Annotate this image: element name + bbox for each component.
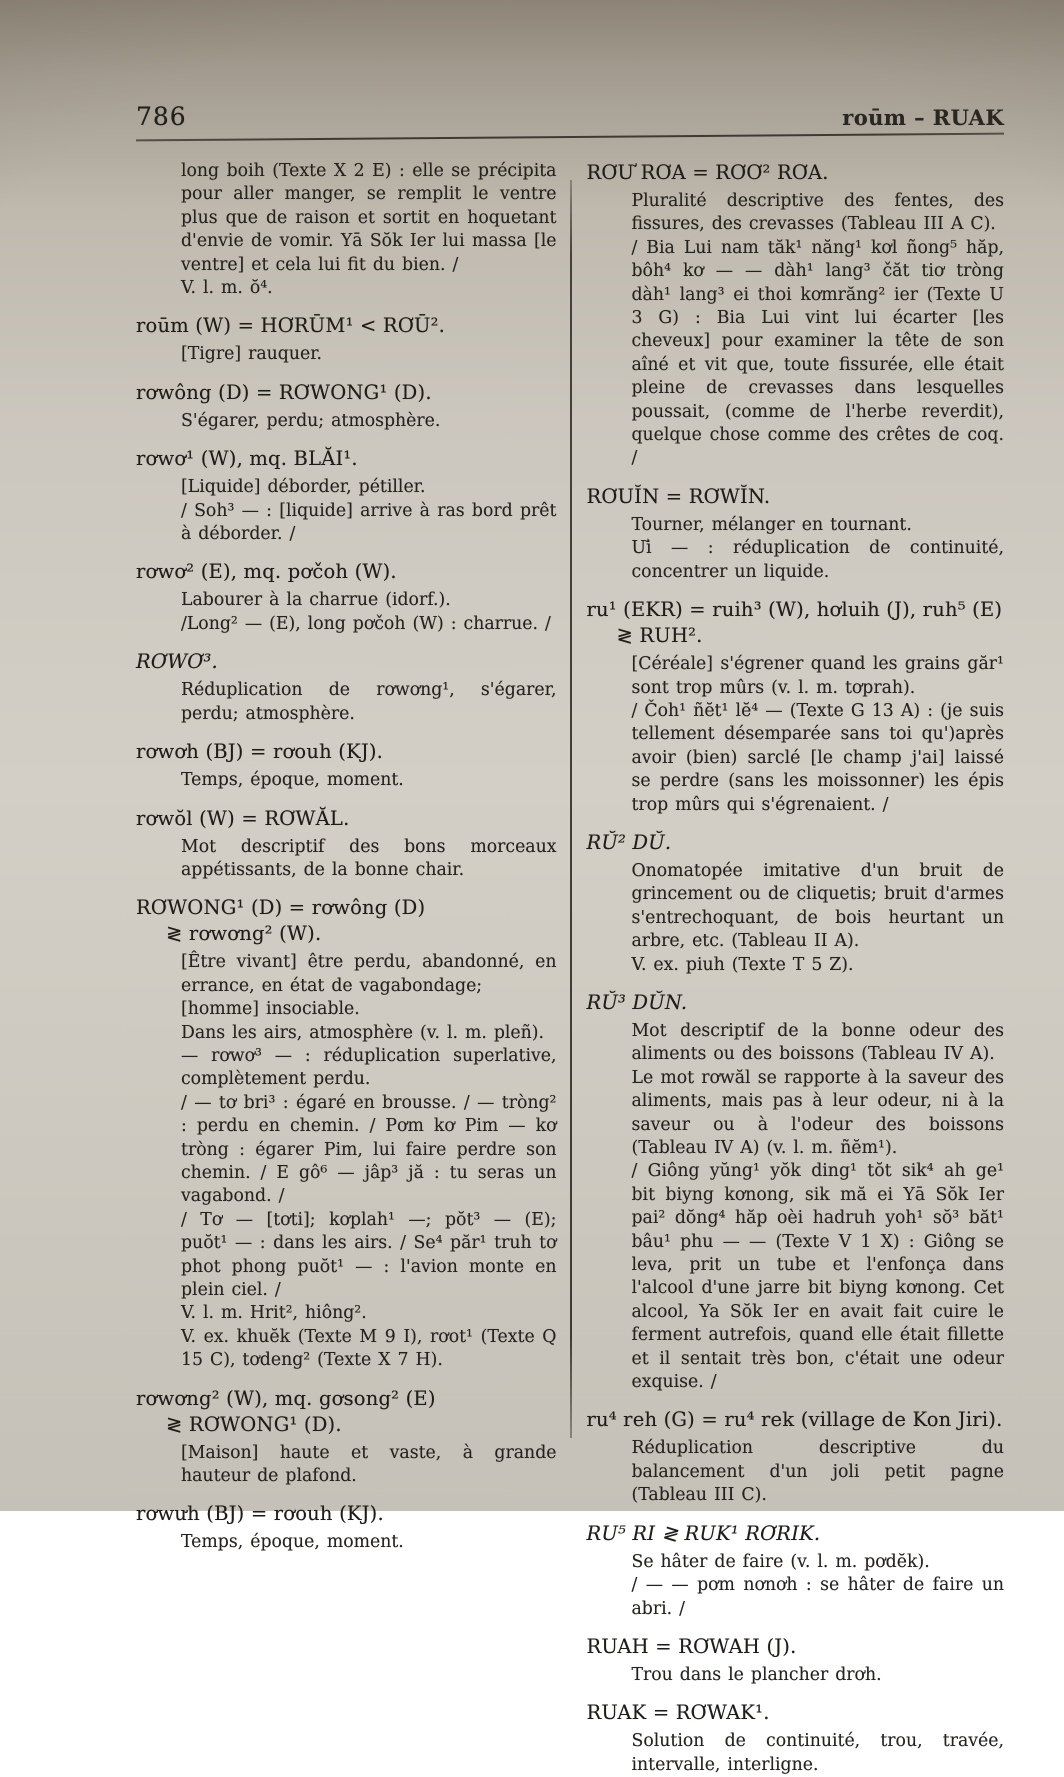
dict-entry — [586, 597, 1004, 817]
entry-paragraph: / Bia Lui nam tăk¹ năng¹ kơl ñong⁵ hăp, bôh⁴ kơ — — dàh¹ lang³ čăt tiơ tròng dàh¹ lang³ ei thoi kơmrăng² ier (Texte U 3 G) : Bia Lui vint lui écarter [les cheveux] pour examiner la tête de son aîné et vit que, toute fissurée, elle était pleine de crevasses dans lesquelles poussait, (comme de l'herbe reverdit), quelque chose comme des crêtes de coq. / — [631, 237, 1004, 469]
dict-entry — [136, 446, 556, 546]
entry-paragraph: / Čoh¹ ñĕt¹ lĕ⁴ — (Texte G 13 A) : (je suis tellement désemparée sans toi qu')après avoir (bien) sarclé [le champ j'ai] laissé se perdre (sans les moissonner) les épis trop mûrs qui s'égrenaient. / — [631, 700, 1004, 815]
entry-paragraph: V. ex. piuh (Texte T 5 Z). — [631, 954, 854, 975]
entry-paragraph: Le mot rơwăl se rapporte à la saveur des aliments, mais pas à leur odeur, ni à la saveur ou à l'odeur des boissons (Tableau IV A) (v. l. m. ñĕm¹). — [631, 1067, 1004, 1158]
dict-entry — [136, 739, 556, 792]
entry-paragraph: / Giông yŭng¹ yŏk ding¹ tŏt sik⁴ ah ge¹ bit biyng kơnong, sik mă ei Yā Sŏk Ier pai² dŏng⁴ hăp oèi hadruh yoh¹ sŏ³ băt¹ bâu¹ phu — — (Texte V 1 X) : Giông se leva, prit un tube et l'enfonça dans l'alcool d'une jarre bit biyng kơnong. Cet alcool, Ya Sŏk Ier en avait fait cuire le ferment autrefois, quand elle était fillette et il sentait très bon, c'était une odeur exquise. / — [631, 1161, 1004, 1393]
text-columns — [136, 160, 1004, 1777]
dict-entry — [136, 559, 556, 636]
entry-paragraph: [homme] insociable. — [181, 999, 360, 1020]
page-content — [136, 102, 1004, 1777]
entry-paragraph: V. l. m. Hrit², hiông². — [181, 1303, 367, 1324]
entry-paragraph: Se hâter de faire (v. l. m. pơdĕk). — [631, 1551, 930, 1572]
column-left — [136, 160, 556, 1777]
entry-headword: RŬ² DŬ. — [586, 830, 672, 854]
dict-entry — [586, 1634, 1004, 1687]
dict-entry — [136, 895, 556, 1372]
entry-paragraph: / Tơ — [tơti]; kơplah¹ —; pŏt³ — (E); puŏt¹ — : dans les airs. / Se⁴ păr¹ truh tơ phot phong puŏt¹ — : l'avion monte en plein ciel. / — [181, 1209, 557, 1300]
entry-headword-sub: ≷ RUH². — [616, 624, 703, 648]
entry-paragraph: Réduplication descriptive du balancement d'un joli petit pagne (Tableau III C). — [631, 1438, 1004, 1506]
dict-entry — [586, 1407, 1004, 1507]
entry-headword: rơwông (D) = RƠWONG¹ (D). — [136, 380, 432, 404]
entry-headword: RƠƯ RƠA = RƠƠ² RƠA. — [586, 161, 829, 184]
entry-headword: RŬ³ DŬN. — [586, 990, 688, 1014]
entry-paragraph: [Tigre] rauquer. — [181, 344, 323, 365]
entry-headword: RU⁵ RI ≷ RUK¹ RƠRIK. — [586, 1521, 821, 1545]
entry-paragraph: Réduplication de rơwơng¹, s'égarer, perdu; atmosphère. — [181, 680, 557, 724]
entry-paragraph: Onomatopée imitative d'un bruit de grincement ou de cliquetis; bruit d'armes s'entrechoquant, de bois heurtant un arbre, etc. (Tableau II A). — [631, 860, 1004, 952]
dict-entry — [586, 160, 1004, 471]
dict-entry — [136, 1501, 556, 1554]
entry-headword-sub: ≷ rơwơng² (W). — [166, 922, 322, 946]
dict-entry — [586, 1521, 1004, 1621]
entry-paragraph: / Soh³ — : [liquide] arrive à ras bord prêt à déborder. / — [181, 500, 557, 545]
dict-entry — [136, 313, 556, 366]
dict-entry — [136, 380, 556, 433]
entry-headword: rơwơh (BJ) = rơouh (KJ). — [136, 740, 384, 764]
entry-paragraph: Labourer à la charrue (idorf.). — [181, 590, 451, 611]
entry-paragraph: [Céréale] s'égrener quand les grains găr¹ sont trop mûrs (v. l. m. tơprah). — [631, 654, 1004, 698]
dict-entry — [136, 806, 556, 883]
running-head: roūm – RUAK — [842, 105, 1004, 130]
entry-headword: roūm (W) = HƠRŪM¹ < RƠŪ². — [136, 314, 446, 338]
entry-paragraph: [Être vivant] être perdu, abandonné, en errance, en état de vagabondage; — [181, 952, 557, 996]
dict-entry — [586, 990, 1004, 1395]
entry-paragraph: S'égarer, perdu; atmosphère. — [181, 410, 441, 431]
entry-paragraph: / — tơ bri³ : égaré en brousse. / — tròng² : perdu en chemin. / Pơm kơ Pim — kơ tròng : égarer Pim, lui faire perdre son chemin. / E gô⁶ — jâp³ jă : tu seras un vagabond. / — [181, 1092, 557, 1207]
entry-headword: RƠWƠ³. — [136, 650, 218, 674]
entry-paragraph: [Maison] haute et vaste, à grande hauteur de plafond. — [181, 1442, 557, 1487]
entry-continuation — [136, 160, 556, 300]
column-divider — [570, 180, 572, 1438]
entry-paragraph: Tourner, mélanger en tournant. — [631, 514, 912, 535]
entry-paragraph: Mot descriptif des bons morceaux appétissants, de la bonne chair. — [181, 836, 557, 880]
entry-paragraph: long boih (Texte X 2 E) : elle se précipita pour aller manger, se remplit le ventre plus que de raison et sortit en hoquetant d'envie de vomir. Yā Sŏk Ier lui massa [le ventre] et cela lui fit du bien. / — [181, 161, 557, 275]
entry-paragraph: — rơwơ³ — : réduplication superlative, complètement perdu. — [181, 1045, 557, 1090]
entry-paragraph: V. l. m. ŏ⁴. — [181, 278, 273, 299]
entry-paragraph: Ưi — : réduplication de continuité, concentrer un liquide. — [631, 538, 1004, 582]
dict-entry — [136, 649, 556, 726]
page-header — [136, 102, 1004, 131]
dict-entry — [586, 484, 1004, 584]
entry-paragraph: V. ex. khuĕk (Texte M 9 I), rơot¹ (Texte Q 15 C), tơdeng² (Texte X 7 H). — [181, 1326, 557, 1371]
entry-paragraph: Trou dans le plancher drơh. — [631, 1664, 882, 1685]
entry-headword: rơwơng² (W), mq. gơsong² (E) — [136, 1386, 436, 1410]
entry-headword: rơwŏl (W) = RƠWĂL. — [136, 806, 350, 830]
dict-entry — [136, 1386, 556, 1489]
entry-headword-sub: ≷ RƠWONG¹ (D). — [166, 1412, 342, 1436]
column-right — [586, 160, 1004, 1777]
entry-headword: rơwưh (BJ) = rơouh (KJ). — [136, 1502, 384, 1526]
entry-headword: rơwơ² (E), mq. pơčoh (W). — [136, 560, 397, 584]
entry-paragraph: Mot descriptif de la bonne odeur des aliments ou des boissons (Tableau IV A). — [631, 1020, 1004, 1065]
entry-paragraph: Pluralité descriptive des fentes, des fissures, des crevasses (Tableau III A C). — [631, 191, 1004, 235]
entry-headword: RUAK = RƠWAK¹. — [586, 1701, 770, 1725]
entry-headword: RUAH = RƠWAH (J). — [586, 1634, 797, 1658]
entry-paragraph: /Long² — (E), long pơčoh (W) : charrue. / — [181, 613, 551, 634]
dict-entry — [586, 1700, 1004, 1777]
entry-headword: ru⁴ reh (G) = ru⁴ rek (village de Kon Jiri). — [586, 1408, 1003, 1432]
entry-paragraph: [Liquide] déborder, pétiller. — [181, 477, 426, 498]
header-rule — [136, 133, 1004, 142]
entry-headword: RƠWONG¹ (D) = rơwông (D) — [136, 896, 426, 920]
entry-paragraph: Solution de continuité, trou, travée, intervalle, interligne. — [631, 1731, 1004, 1775]
entry-headword: ru¹ (EKR) = ruih³ (W), hơluih (J), ruh⁵ (E) — [586, 598, 1003, 622]
entry-paragraph: Dans les airs, atmosphère (v. l. m. pleñ). — [181, 1022, 545, 1043]
entry-paragraph: Temps, époque, moment. — [181, 770, 404, 791]
page-number: 786 — [136, 102, 187, 131]
entry-headword: RƠUĬN = RƠWĬN. — [586, 484, 771, 508]
entry-paragraph: / — — pơm nơnơh : se hâter de faire un abri. / — [631, 1575, 1004, 1619]
dict-entry — [586, 830, 1004, 977]
entry-headword: rơwơ¹ (W), mq. BLĂI¹. — [136, 447, 358, 471]
entry-paragraph: Temps, époque, moment. — [181, 1532, 404, 1553]
